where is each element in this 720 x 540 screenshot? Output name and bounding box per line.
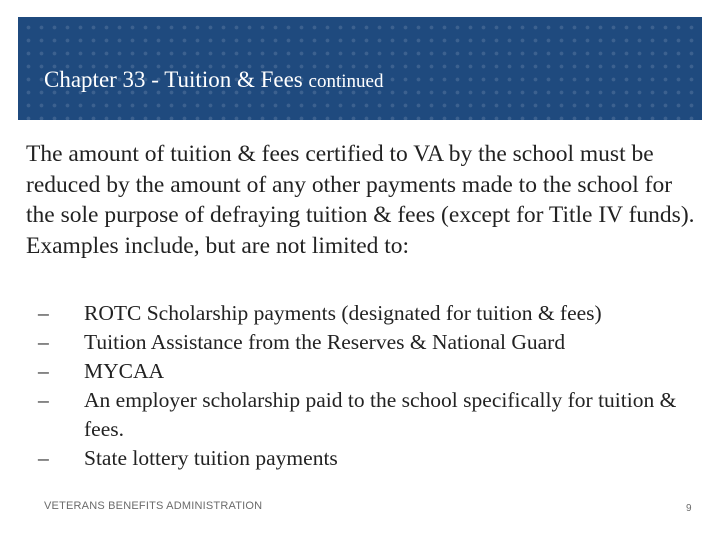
bullet-item [38, 357, 714, 386]
bullet-item [38, 299, 714, 328]
bullet-item [38, 328, 714, 357]
slide-title-suffix: continued [308, 71, 384, 92]
bullet-text: MYCAA [84, 359, 165, 383]
footer-page-number: 9 [686, 503, 692, 514]
bullet-text: An employer scholarship paid to the school specifically for tuition & fees. [84, 388, 677, 441]
bullet-item [38, 386, 714, 444]
slide-title-main: Chapter 33 - Tuition & Fees [44, 67, 303, 92]
bullet-dash: – [38, 359, 49, 383]
footer-organization: VETERANS BENEFITS ADMINISTRATION [44, 500, 263, 512]
bullet-item [38, 444, 714, 473]
bullet-text: ROTC Scholarship payments (designated for tuition & fees) [84, 301, 602, 325]
bullet-dash: – [38, 388, 49, 412]
bullet-dash: – [38, 330, 49, 354]
bullet-text: State lottery tuition payments [84, 446, 338, 470]
body-paragraph: The amount of tuition & fees certified to VA by the school must be reduced by the amount of any other payments made to the school for the sole purpose of defraying tuition & fees (except for Title IV funds). Examples include, but are not limited to: [26, 141, 695, 259]
bullet-text: Tuition Assistance from the Reserves & National Guard [84, 330, 566, 354]
bullet-list [38, 299, 714, 473]
bullet-dash: – [38, 446, 49, 470]
slide-header-banner [18, 17, 702, 120]
bullet-dash: – [38, 301, 49, 325]
slide-title [44, 67, 383, 93]
